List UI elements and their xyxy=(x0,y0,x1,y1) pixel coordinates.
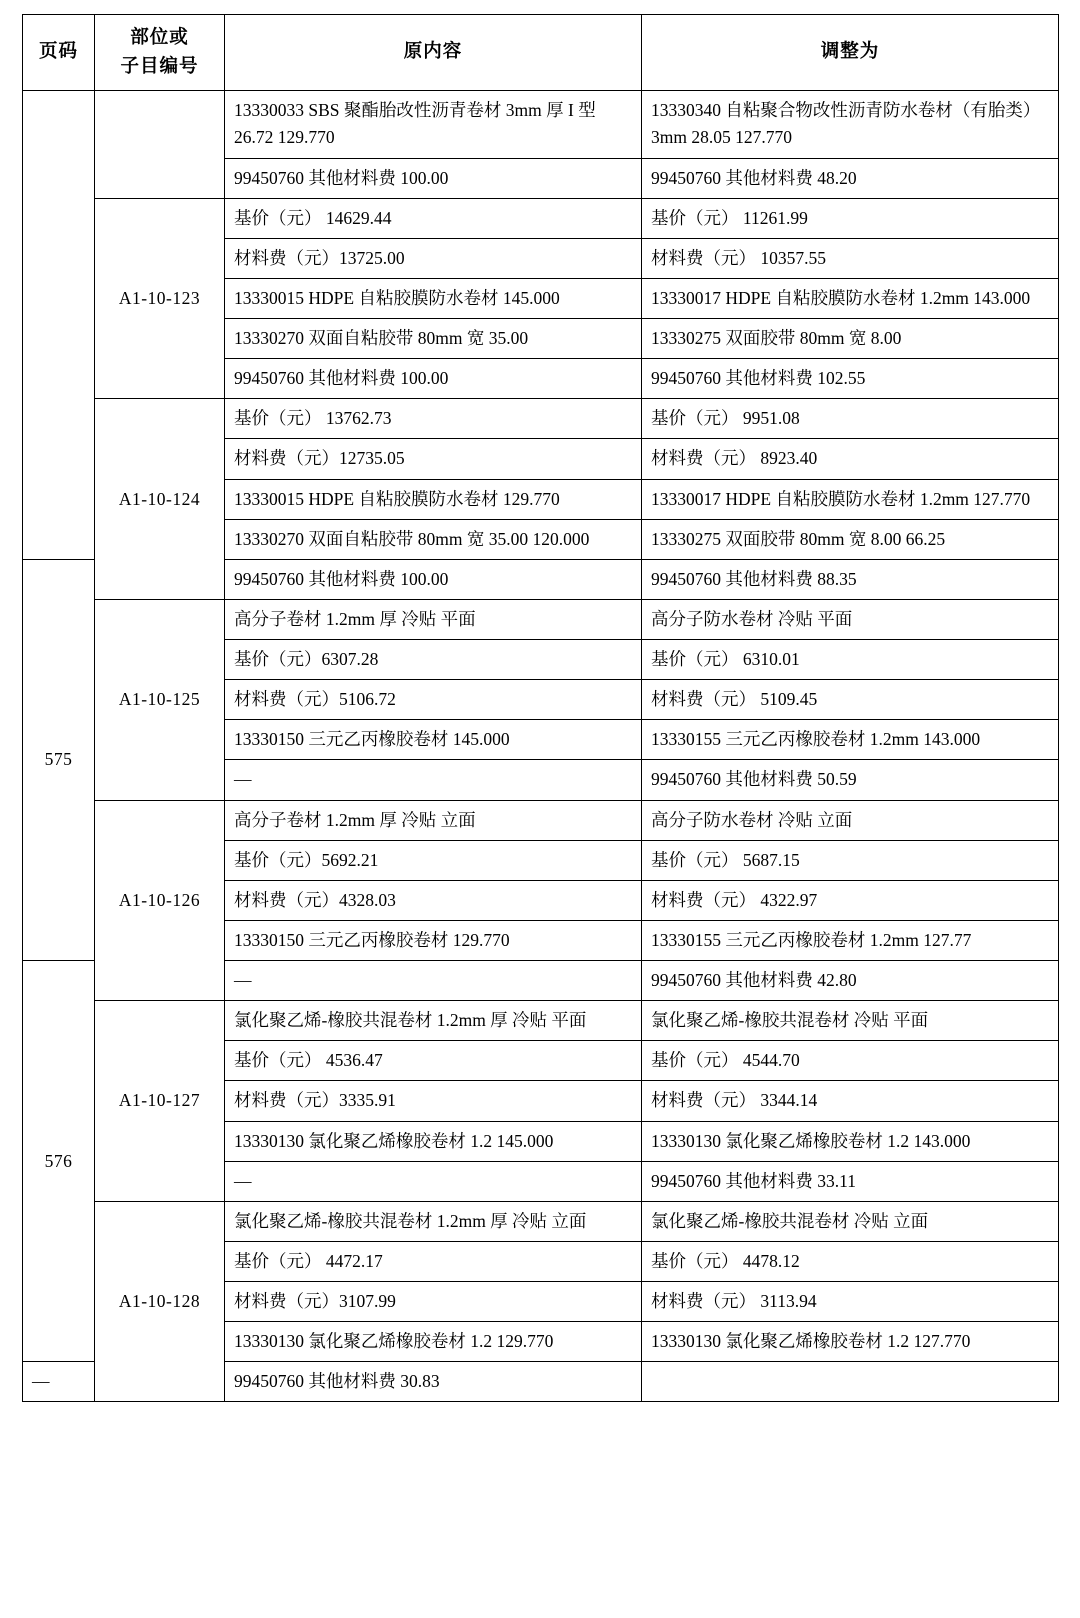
adjusted-content-cell: 氯化聚乙烯-橡胶共混卷材 冷贴 平面 xyxy=(642,1001,1059,1041)
page-number-cell xyxy=(23,91,95,560)
column-header-page: 页码 xyxy=(23,15,95,91)
adjusted-content-cell: 材料费（元） 8923.40 xyxy=(642,439,1059,479)
item-code-cell: A1-10-128 xyxy=(95,1201,225,1402)
original-content-cell: 13330270 双面自粘胶带 80mm 宽 35.00 xyxy=(225,319,642,359)
adjusted-content-cell: 13330155 三元乙丙橡胶卷材 1.2mm 143.000 xyxy=(642,720,1059,760)
adjusted-content-cell: 99450760 其他材料费 42.80 xyxy=(642,961,1059,1001)
original-content-cell: 基价（元） 13762.73 xyxy=(225,399,642,439)
original-content-cell: 13330015 HDPE 自粘胶膜防水卷材 129.770 xyxy=(225,479,642,519)
item-code-cell: A1-10-125 xyxy=(95,599,225,800)
original-content-cell: 13330033 SBS 聚酯胎改性沥青卷材 3mm 厚 I 型 26.72 129.770 xyxy=(225,91,642,158)
table-header xyxy=(23,15,1059,91)
table-row xyxy=(23,800,1059,840)
original-content-cell: 基价（元） 14629.44 xyxy=(225,198,642,238)
adjusted-content-cell: 99450760 其他材料费 30.83 xyxy=(225,1362,642,1402)
original-content-cell: 材料费（元）3107.99 xyxy=(225,1282,642,1322)
adjusted-content-cell: 99450760 其他材料费 50.59 xyxy=(642,760,1059,800)
table-body xyxy=(23,91,1059,1402)
adjustment-table xyxy=(22,14,1059,1402)
adjusted-content-cell: 13330340 自粘聚合物改性沥青防水卷材（有胎类） 3mm 28.05 127.770 xyxy=(642,91,1059,158)
original-content-cell: 材料费（元）5106.72 xyxy=(225,680,642,720)
column-header-adjusted: 调整为 xyxy=(642,15,1059,91)
original-content-cell: — xyxy=(225,1161,642,1201)
original-content-cell: 高分子卷材 1.2mm 厚 冷贴 立面 xyxy=(225,800,642,840)
page-number-cell: 576 xyxy=(23,961,95,1362)
original-content-cell: 13330150 三元乙丙橡胶卷材 145.000 xyxy=(225,720,642,760)
adjusted-content-cell: 13330017 HDPE 自粘胶膜防水卷材 1.2mm 143.000 xyxy=(642,278,1059,318)
item-code-cell: A1-10-126 xyxy=(95,800,225,1001)
original-content-cell: 材料费（元）4328.03 xyxy=(225,880,642,920)
adjusted-content-cell: 材料费（元） 3344.14 xyxy=(642,1081,1059,1121)
column-header-code xyxy=(95,15,225,91)
table-row xyxy=(23,399,1059,439)
item-code-cell xyxy=(95,91,225,198)
original-content-cell: — xyxy=(225,961,642,1001)
adjusted-content-cell: 13330017 HDPE 自粘胶膜防水卷材 1.2mm 127.770 xyxy=(642,479,1059,519)
adjusted-content-cell: 99450760 其他材料费 48.20 xyxy=(642,158,1059,198)
adjusted-content-cell: 基价（元） 4478.12 xyxy=(642,1241,1059,1281)
table-header-row xyxy=(23,15,1059,91)
original-content-cell: 13330130 氯化聚乙烯橡胶卷材 1.2 145.000 xyxy=(225,1121,642,1161)
table-row xyxy=(23,599,1059,639)
original-content-cell: 99450760 其他材料费 100.00 xyxy=(225,359,642,399)
adjusted-content-cell: 13330275 双面胶带 80mm 宽 8.00 xyxy=(642,319,1059,359)
adjusted-content-cell: 基价（元） 9951.08 xyxy=(642,399,1059,439)
adjusted-content-cell: 99450760 其他材料费 33.11 xyxy=(642,1161,1059,1201)
original-content-cell: 基价（元）6307.28 xyxy=(225,640,642,680)
adjusted-content-cell: 基价（元） 6310.01 xyxy=(642,640,1059,680)
original-content-cell: 99450760 其他材料费 100.00 xyxy=(225,559,642,599)
table-row xyxy=(23,91,1059,158)
original-content-cell: 氯化聚乙烯-橡胶共混卷材 1.2mm 厚 冷贴 平面 xyxy=(225,1001,642,1041)
original-content-cell: 99450760 其他材料费 100.00 xyxy=(225,158,642,198)
adjusted-content-cell: 高分子防水卷材 冷贴 平面 xyxy=(642,599,1059,639)
page-number-cell: 575 xyxy=(23,559,95,960)
adjusted-content-cell: 99450760 其他材料费 88.35 xyxy=(642,559,1059,599)
adjusted-content-cell: 13330155 三元乙丙橡胶卷材 1.2mm 127.77 xyxy=(642,920,1059,960)
adjusted-content-cell: 材料费（元） 3113.94 xyxy=(642,1282,1059,1322)
column-header-original: 原内容 xyxy=(225,15,642,91)
original-content-cell: 材料费（元）3335.91 xyxy=(225,1081,642,1121)
original-content-cell: — xyxy=(23,1362,95,1402)
original-content-cell: 13330270 双面自粘胶带 80mm 宽 35.00 120.000 xyxy=(225,519,642,559)
adjusted-content-cell: 99450760 其他材料费 102.55 xyxy=(642,359,1059,399)
original-content-cell: 基价（元） 4472.17 xyxy=(225,1241,642,1281)
original-content-cell: — xyxy=(225,760,642,800)
table-row xyxy=(23,198,1059,238)
original-content-cell: 基价（元） 4536.47 xyxy=(225,1041,642,1081)
original-content-cell: 高分子卷材 1.2mm 厚 冷贴 平面 xyxy=(225,599,642,639)
adjusted-content-cell: 13330130 氯化聚乙烯橡胶卷材 1.2 143.000 xyxy=(642,1121,1059,1161)
adjusted-content-cell: 基价（元） 11261.99 xyxy=(642,198,1059,238)
adjusted-content-cell: 13330130 氯化聚乙烯橡胶卷材 1.2 127.770 xyxy=(642,1322,1059,1362)
item-code-cell: A1-10-123 xyxy=(95,198,225,399)
adjusted-content-cell: 13330275 双面胶带 80mm 宽 8.00 66.25 xyxy=(642,519,1059,559)
item-code-cell: A1-10-127 xyxy=(95,1001,225,1202)
table-row xyxy=(23,1201,1059,1241)
column-header-code-line2: 子目编号 xyxy=(120,56,199,77)
original-content-cell: 13330015 HDPE 自粘胶膜防水卷材 145.000 xyxy=(225,278,642,318)
adjusted-content-cell: 基价（元） 5687.15 xyxy=(642,840,1059,880)
original-content-cell: 材料费（元）12735.05 xyxy=(225,439,642,479)
item-code-cell: A1-10-124 xyxy=(95,399,225,600)
adjusted-content-cell: 氯化聚乙烯-橡胶共混卷材 冷贴 立面 xyxy=(642,1201,1059,1241)
column-header-code-line1: 部位或 xyxy=(130,28,189,48)
original-content-cell: 13330130 氯化聚乙烯橡胶卷材 1.2 129.770 xyxy=(225,1322,642,1362)
adjusted-content-cell: 材料费（元） 5109.45 xyxy=(642,680,1059,720)
table-row xyxy=(23,1001,1059,1041)
adjusted-content-cell: 材料费（元） 10357.55 xyxy=(642,238,1059,278)
adjusted-content-cell: 基价（元） 4544.70 xyxy=(642,1041,1059,1081)
original-content-cell: 基价（元）5692.21 xyxy=(225,840,642,880)
original-content-cell: 氯化聚乙烯-橡胶共混卷材 1.2mm 厚 冷贴 立面 xyxy=(225,1201,642,1241)
adjusted-content-cell: 高分子防水卷材 冷贴 立面 xyxy=(642,800,1059,840)
adjusted-content-cell: 材料费（元） 4322.97 xyxy=(642,880,1059,920)
original-content-cell: 13330150 三元乙丙橡胶卷材 129.770 xyxy=(225,920,642,960)
original-content-cell: 材料费（元）13725.00 xyxy=(225,238,642,278)
